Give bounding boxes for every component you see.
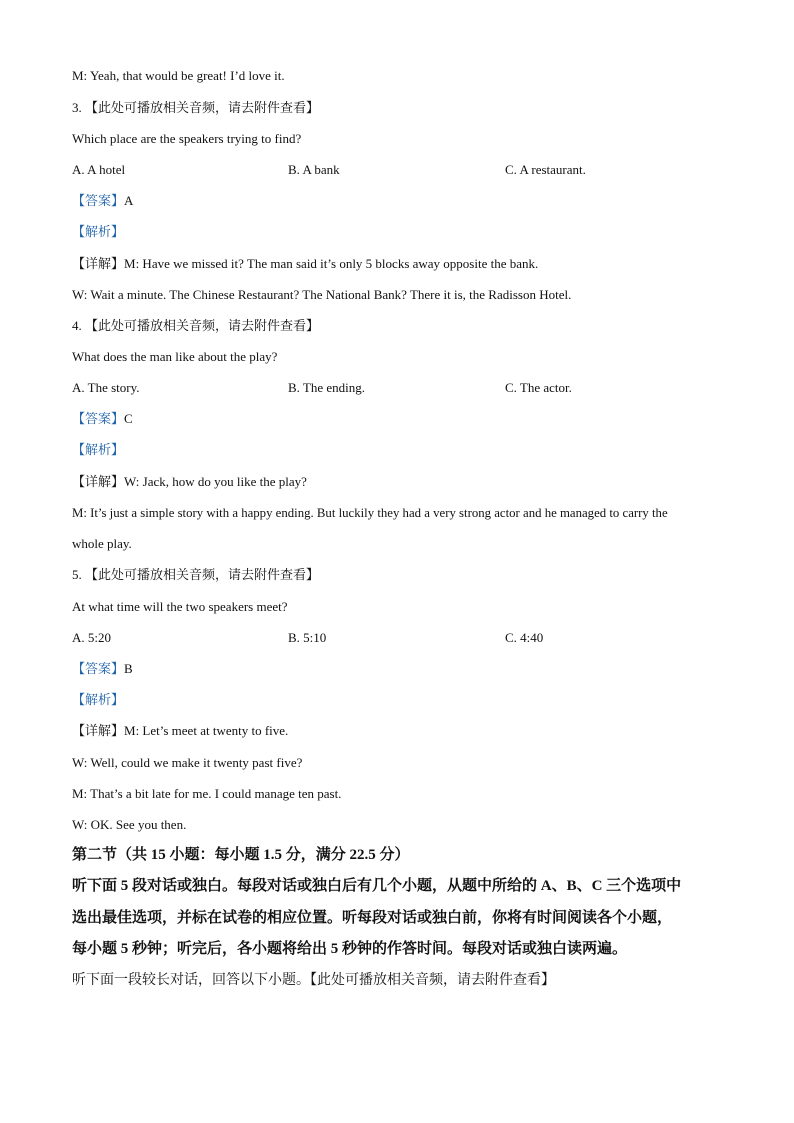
q5-option-b: B. 5:10 xyxy=(288,630,327,645)
answer-tag: 【答案】 xyxy=(72,411,125,426)
q3-option-c: C. A restaurant. xyxy=(505,162,586,177)
q5-option-a: A. 5:20 xyxy=(72,630,111,645)
analysis-tag: 【解析】 xyxy=(72,442,125,457)
q4-question: What does the man like about the play? xyxy=(72,349,278,364)
q5-detail-line xyxy=(72,722,288,740)
q3-answer: A xyxy=(124,193,134,208)
q5-header: 5. 【此处可播放相关音频，请去附件查看】 xyxy=(72,567,320,582)
q3-detail: M: Have we missed it? The man said it’s only 5 blocks away opposite the bank. xyxy=(124,256,539,271)
q4-header: 4. 【此处可播放相关音频，请去附件查看】 xyxy=(72,318,320,333)
q4-detail: W: Jack, how do you like the play? xyxy=(124,474,307,489)
q4-detail-line xyxy=(72,473,307,491)
q3-answer-line xyxy=(72,192,133,210)
q4-option-c: C. The actor. xyxy=(505,380,572,395)
analysis-tag: 【解析】 xyxy=(72,692,125,707)
detail-tag: 【详解】 xyxy=(72,474,125,489)
section-intro: 听下面一段较长对话，回答以下小题。【此处可播放相关音频，请去附件查看】 xyxy=(72,973,555,988)
q5-detail: M: Let’s meet at twenty to five. xyxy=(124,723,289,738)
q4-answer-line xyxy=(72,410,133,428)
q4-answer: C xyxy=(124,411,133,426)
q3-option-b: B. A bank xyxy=(288,162,340,177)
answer-tag: 【答案】 xyxy=(72,661,125,676)
detail-tag: 【详解】 xyxy=(72,723,125,738)
dialogue-line: M: Yeah, that would be great! I’d love it. xyxy=(72,68,285,83)
q5-w-line: W: Well, could we make it twenty past five? xyxy=(72,755,303,770)
q5-answer: B xyxy=(124,661,133,676)
analysis-tag: 【解析】 xyxy=(72,224,125,239)
section-instruction-1: 听下面 5 段对话或独白。每段对话或独白后有几个小题，从题中所给的 A、B、C 三个选项中 xyxy=(72,878,682,894)
q4-m-line: M: It’s just a simple story with a happy ending. But luckily they had a very strong actor and he managed to carry the xyxy=(72,506,668,520)
q3-header: 3. 【此处可播放相关音频，请去附件查看】 xyxy=(72,100,320,115)
q5-m-line: M: That’s a bit late for me. I could manage ten past. xyxy=(72,786,342,801)
detail-tag: 【详解】 xyxy=(72,256,125,271)
q5-answer-line xyxy=(72,660,133,678)
q3-question: Which place are the speakers trying to find? xyxy=(72,131,302,146)
q5-option-c: C. 4:40 xyxy=(505,630,544,645)
q4-option-a: A. The story. xyxy=(72,380,140,395)
section-instruction-3: 每小题 5 秒钟；听完后，各小题将给出 5 秒钟的作答时间。每段对话或独白读两遍。 xyxy=(72,941,628,957)
q4-m-line-cont: whole play. xyxy=(72,536,132,551)
q5-question: At what time will the two speakers meet? xyxy=(72,599,288,614)
q3-option-a: A. A hotel xyxy=(72,162,126,177)
q4-option-b: B. The ending. xyxy=(288,380,366,395)
answer-tag: 【答案】 xyxy=(72,193,125,208)
section-title: 第二节（共 15 小题：每小题 1.5 分，满分 22.5 分） xyxy=(72,847,410,863)
section-instruction-2: 选出最佳选项，并标在试卷的相应位置。听每段对话或独白前，你将有时间阅读各个小题， xyxy=(72,910,673,926)
q5-w-line-2: W: OK. See you then. xyxy=(72,817,187,832)
q3-w-line: W: Wait a minute. The Chinese Restaurant? The National Bank? There it is, the Radisson Hotel. xyxy=(72,287,572,302)
q3-detail-line xyxy=(72,255,538,273)
